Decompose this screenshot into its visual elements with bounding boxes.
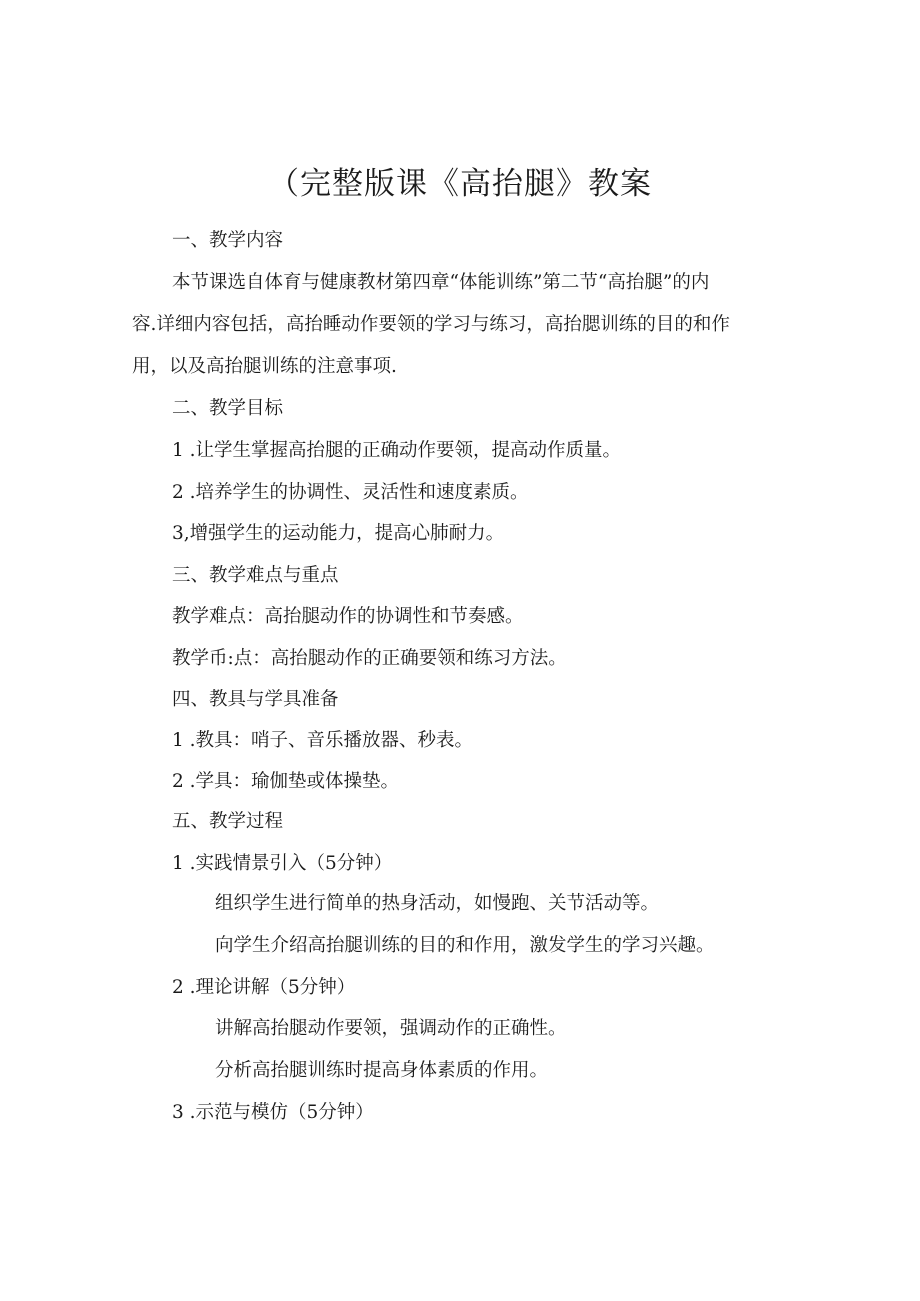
- list-item: 1 .让学生掌握高抬腿的正确动作要领，提高动作质量。: [172, 440, 622, 461]
- section-heading-tools: 四、教具与学具准备: [172, 689, 339, 710]
- section-heading-content: 一、教学内容: [172, 230, 284, 251]
- paragraph-line: 教学币:点：高抬腿动作的正确要领和练习方法。: [172, 648, 567, 669]
- section-heading-difficulty: 三、教学难点与重点: [172, 565, 339, 586]
- section-heading-process: 五、教学过程: [172, 811, 284, 832]
- paragraph-line: 用，以及高抬腿训练的注意事项.: [132, 356, 397, 377]
- document-title: （完整版课《高抬腿》教案: [268, 166, 652, 202]
- list-item: 2 .培养学生的协调性、灵活性和速度素质。: [172, 482, 529, 503]
- section-heading-goals: 二、教学目标: [172, 398, 284, 419]
- list-item: 2 .理论讲解（5分钟）: [172, 977, 356, 998]
- sub-item: 向学生介绍高抬腿训练的目的和作用，激发学生的学习兴趣。: [215, 935, 715, 956]
- sub-item: 组织学生进行简单的热身活动，如慢跑、关节活动等。: [215, 893, 660, 914]
- paragraph-line: 本节课选自体育与健康教材第四章“体能训练”第二节“高抬腿”的内: [172, 272, 710, 293]
- sub-item: 分析高抬腿训练时提高身体素质的作用。: [215, 1060, 549, 1081]
- sub-item: 讲解高抬腿动作要领，强调动作的正确性。: [215, 1018, 567, 1039]
- paragraph-line: 教学难点：高抬腿动作的协调性和节奏感。: [172, 606, 524, 627]
- list-item: 1 .教具：哨子、音乐播放器、秒表。: [172, 730, 474, 751]
- list-item: 3,增强学生的运动能力，提高心肺耐力。: [172, 523, 505, 544]
- list-item: 1 .实践情景引入（5分钟）: [172, 853, 393, 874]
- list-item: 3 .示范与模仿（5分钟）: [172, 1102, 374, 1123]
- paragraph-line: 容.详细内容包括，高抬睡动作要领的学习与练习，高抬腮训练的目的和作: [132, 314, 730, 335]
- list-item: 2 .学具：瑜伽垫或体操垫。: [172, 771, 400, 792]
